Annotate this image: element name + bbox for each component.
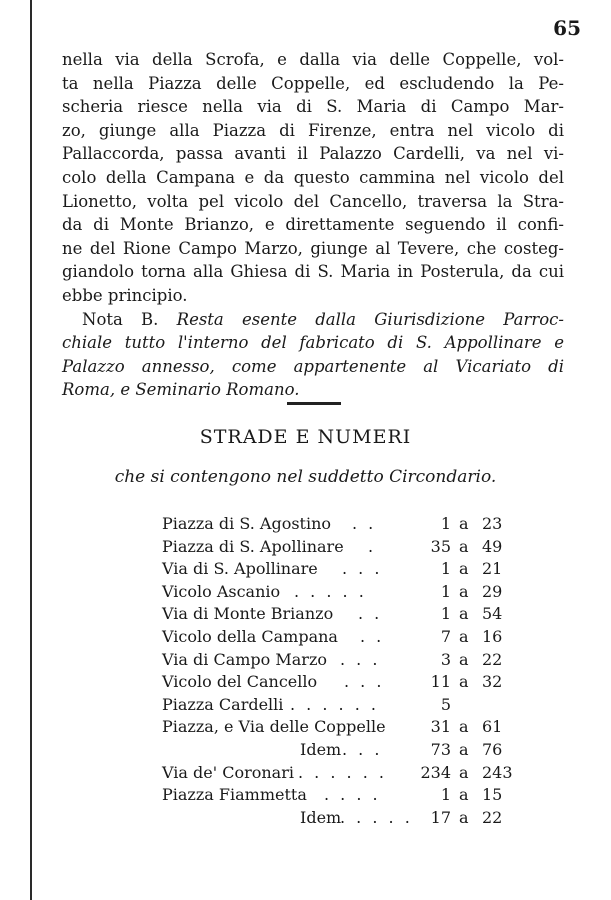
section-subheading: che si contengono nel suddetto Circondario. xyxy=(114,467,497,487)
number-from: 5 xyxy=(440,694,451,714)
note-label: Nota B. xyxy=(82,309,159,329)
number-from: 234 xyxy=(420,762,451,782)
page-number: 65 xyxy=(553,16,581,40)
leader-dots: . . xyxy=(352,514,377,533)
street-name: Piazza, e Via delle Coppelle xyxy=(162,717,386,737)
range-separator: a xyxy=(459,807,469,827)
leader-dots: . . . . xyxy=(324,785,381,805)
range-separator: a xyxy=(459,739,469,759)
street-name: Vicolo del Cancello xyxy=(162,672,318,692)
number-from: 3 xyxy=(440,649,451,669)
paragraph-line: ne del Rione Campo Marzo, giunge al Tevere, che costeg- xyxy=(62,238,564,258)
boundary-description xyxy=(62,48,564,402)
range-separator: a xyxy=(459,762,469,782)
paragraph-line: scheria riesce nella via di S. Maria di Campo Mar- xyxy=(62,97,564,117)
paragraph-line: ebbe principio. xyxy=(62,285,188,305)
street-name: Via di S. Apollinare xyxy=(162,559,318,579)
paragraph-line: zo, giunge alla Piazza di Firenze, entra nel vicolo di xyxy=(62,120,564,140)
leader-dots: . xyxy=(368,536,377,556)
leader-dots: . . . xyxy=(340,649,381,669)
number-to: 76 xyxy=(482,739,503,759)
street-name: Vicolo Ascanio xyxy=(162,581,281,601)
note-line: Roma, e Seminario Romano. xyxy=(62,380,300,400)
number-from: 11 xyxy=(430,672,451,692)
range-separator: a xyxy=(459,581,469,601)
number-from: 73 xyxy=(430,739,451,759)
paragraph-line: Pallaccorda, passa avanti il Palazzo Cardelli, va nel vi- xyxy=(62,144,564,164)
number-from: 17 xyxy=(430,807,451,827)
paragraph-line: giandolo torna alla Ghiesa di S. Maria in Posterula, da cui xyxy=(62,262,564,282)
paragraph-line: Lionetto, volta pel vicolo del Cancello, traversa la Stra- xyxy=(62,191,564,211)
street-name: Idem xyxy=(300,739,342,759)
number-to: 29 xyxy=(482,581,503,601)
page-edge-rule xyxy=(30,0,32,900)
street-name: Via di Campo Marzo xyxy=(162,649,328,669)
street-name: Via de' Coronari xyxy=(162,762,294,782)
number-from: 1 xyxy=(440,559,451,579)
paragraph-line: nella via della Scrofa, e dalla via delle Coppelle, vol- xyxy=(62,50,564,69)
section-divider xyxy=(287,402,341,405)
range-separator: a xyxy=(459,559,469,579)
range-separator: a xyxy=(459,785,469,805)
number-to: 23 xyxy=(482,514,503,533)
street-name: Piazza Fiammetta xyxy=(162,785,307,805)
number-to: 22 xyxy=(482,649,503,669)
number-from: 7 xyxy=(440,626,451,646)
leader-dots: . . . xyxy=(342,739,383,759)
number-to: 22 xyxy=(482,807,503,827)
number-from: 1 xyxy=(440,581,451,601)
number-from: 35 xyxy=(430,536,451,556)
number-from: 31 xyxy=(430,717,451,737)
range-separator: a xyxy=(459,672,469,692)
range-separator: a xyxy=(459,604,469,624)
range-separator: a xyxy=(459,536,469,556)
street-name: Via di Monte Brianzo xyxy=(162,604,334,624)
number-from: 1 xyxy=(440,785,451,805)
number-to: 61 xyxy=(482,717,503,737)
note-line: Palazzo annesso, come appartenente al Vicariato di xyxy=(62,356,564,376)
street-name: Idem xyxy=(300,807,342,827)
section-heading: STRADE E NUMERI xyxy=(199,426,412,448)
note-line: chiale tutto l'interno del fabricato di S. Appollinare e xyxy=(62,333,564,353)
leader-dots: . . . xyxy=(344,672,385,692)
range-separator: a xyxy=(459,649,469,669)
range-separator: a xyxy=(459,514,469,533)
leader-dots: . . . xyxy=(342,559,383,579)
number-to: 49 xyxy=(482,536,503,556)
street-name: Piazza Cardelli xyxy=(162,694,284,714)
leader-dots: . . . . . xyxy=(340,807,413,827)
number-to: 21 xyxy=(482,559,503,579)
number-to: 32 xyxy=(482,672,503,692)
leader-dots: . . xyxy=(360,626,385,646)
paragraph-line: ta nella Piazza delle Coppelle, ed escludendo la Pe- xyxy=(62,73,564,93)
paragraph-line: da di Monte Brianzo, e direttamente seguendo il confi- xyxy=(62,215,564,235)
paragraph-line: colo della Campana e da questo cammina nel vicolo del xyxy=(62,167,564,187)
leader-dots: . . . . . xyxy=(294,581,367,601)
street-name: Vicolo della Campana xyxy=(162,626,338,646)
range-separator: a xyxy=(459,626,469,646)
leader-dots: . . . . . . xyxy=(298,762,387,782)
street-name: Piazza di S. Agostino xyxy=(162,514,332,533)
number-to: 243 xyxy=(482,762,513,782)
number-to: 54 xyxy=(482,604,503,624)
number-to: 15 xyxy=(482,785,503,805)
note-text: Resta esente dalla Giurisdizione Parroc- xyxy=(176,309,564,329)
number-to: 16 xyxy=(482,626,503,646)
range-separator: a xyxy=(459,717,469,737)
leader-dots: . . xyxy=(358,604,383,624)
street-name: Piazza di S. Apollinare xyxy=(162,536,344,556)
number-from: 1 xyxy=(440,604,451,624)
number-from: 1 xyxy=(440,514,451,533)
note-first-line xyxy=(62,308,564,332)
leader-dots: . . . . . . xyxy=(290,694,379,714)
